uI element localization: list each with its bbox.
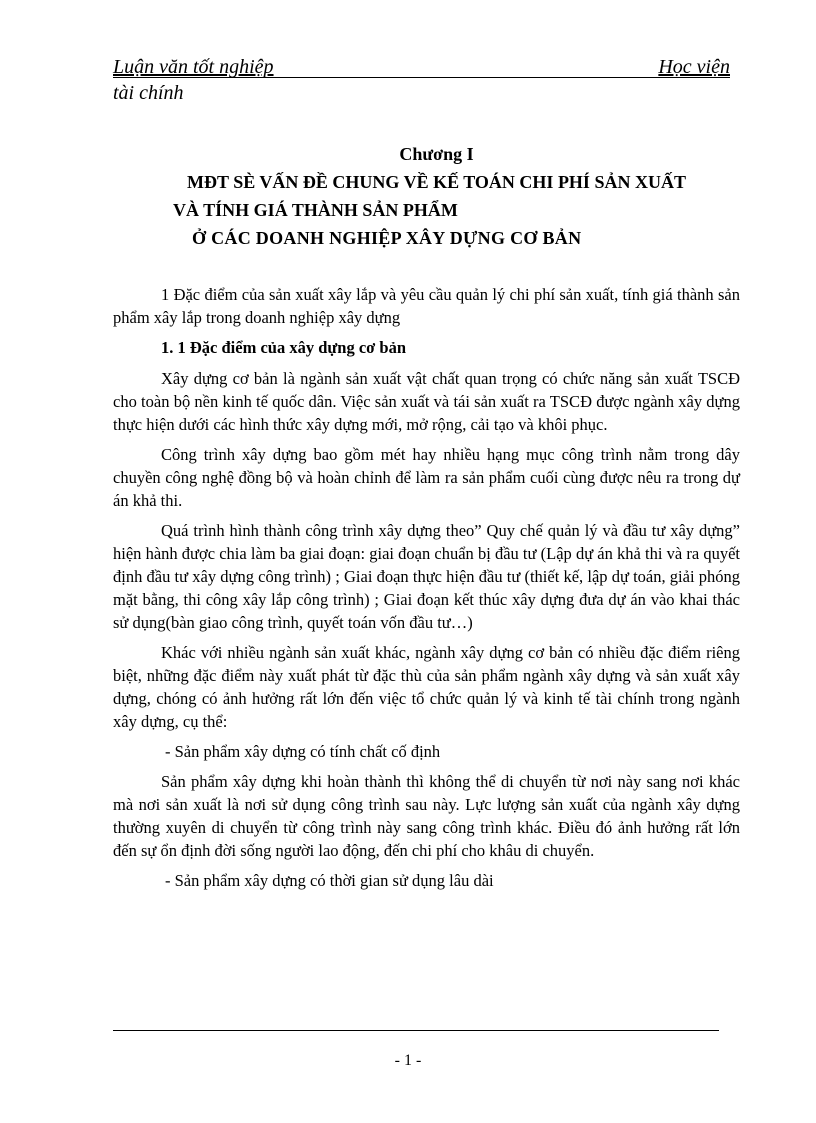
footer-divider [113,1030,719,1031]
chapter-title-line-2: VÀ TÍNH GIÁ THÀNH SẢN PHẨM [173,200,458,220]
header-line [113,54,730,78]
body-text [113,283,740,899]
paragraph: Công trình xây dựng bao gồm mét hay nhiều hạng mục công trình nằm trong dây chuyền công nghệ đồng bộ và hoàn chỉnh để làm ra sản phẩm cuối cùng được nêu ra trong dự án khả thi. [113,445,740,510]
header-second-line: tài chính [113,82,184,104]
bullet-item: - Sản phẩm xây dựng có thời gian sử dụng lâu dài [165,871,494,890]
paragraph: Xây dựng cơ bản là ngành sản xuất vật chất quan trọng có chức năng sản xuất TSCĐ cho toàn bộ nền kinh tế quốc dân. Việc sản xuất và tái sản xuất ra TSCĐ được ngành xây dựng thực hiện dưới các hình thức xây dựng mới, mở rộng, cải tạo và khôi phục. [113,369,740,434]
chapter-title-line-3: Ở CÁC DOANH NGHIỆP XÂY DỰNG CƠ BẢN [192,228,582,248]
header-right-text: Học viện [658,56,730,78]
page-number: - 1 - [394,1052,422,1069]
bullet-item: - Sản phẩm xây dựng có tính chất cố định [165,742,441,761]
chapter-title-line-1: MÐT SÈ VẤN ĐỀ CHUNG VỀ KẾ TOÁN CHI PHÍ SẢN XUẤT [187,172,686,192]
paragraph: Sản phẩm xây dựng khi hoàn thành thì không thể di chuyển từ nơi này sang nơi khác mà nơi sản xuất là nơi sử dụng công trình sau này. Lực lượng sản xuất của ngành xây dựng thường xuyên di chuyển từ công trình này sang công trình khác. Điều đó ảnh hưởng rất lớn đến sự ổn định đời sống người lao động, đến chi phí cho khâu di chuyển. [113,772,740,860]
section-heading: 1. 1 Đặc điểm của xây dựng cơ bản [161,338,407,357]
paragraph: Quá trình hình thành công trình xây dựng theo” Quy chế quản lý và đầu tư xây dựng” hiện hành được chia làm ba giai đoạn: giai đoạn chuẩn bị đầu tư (Lập dự án khả thi và ra quyết định đầu tư xây dựng công trình) ; Giai đoạn thực hiện đầu tư (thiết kế, lập dự toán, giải phóng mặt bằng, thi công xây lắp công trình) ; Giai đoạn kết thúc xây dựng đưa dự án vào khai thác sử dụng(bàn giao công trình, quyết toán vốn đầu tư…) [113,521,740,632]
header-left-text: Luận văn tốt nghiệp [113,56,274,78]
paragraph: Khác với nhiều ngành sản xuất khác, ngành xây dựng cơ bản có nhiều đặc điểm riêng biệt, những đặc điểm này xuất phát từ đặc thù của sản phẩm ngành xây dựng và sản xuất xây dựng, chóng có ảnh hưởng rất lớn đến việc tổ chức quản lý và kinh tế tài chính trong ngành xây dựng, cụ thể: [113,643,740,731]
section-intro-paragraph: 1 Đặc điểm của sản xuất xây lắp và yêu cầu quản lý chi phí sản xuất, tính giá thành sản phẩm xây lắp trong doanh nghiệp xây dựng [113,285,740,327]
chapter-title-block [113,140,730,252]
chapter-label: Chương I [399,144,474,164]
page-header [113,54,730,106]
